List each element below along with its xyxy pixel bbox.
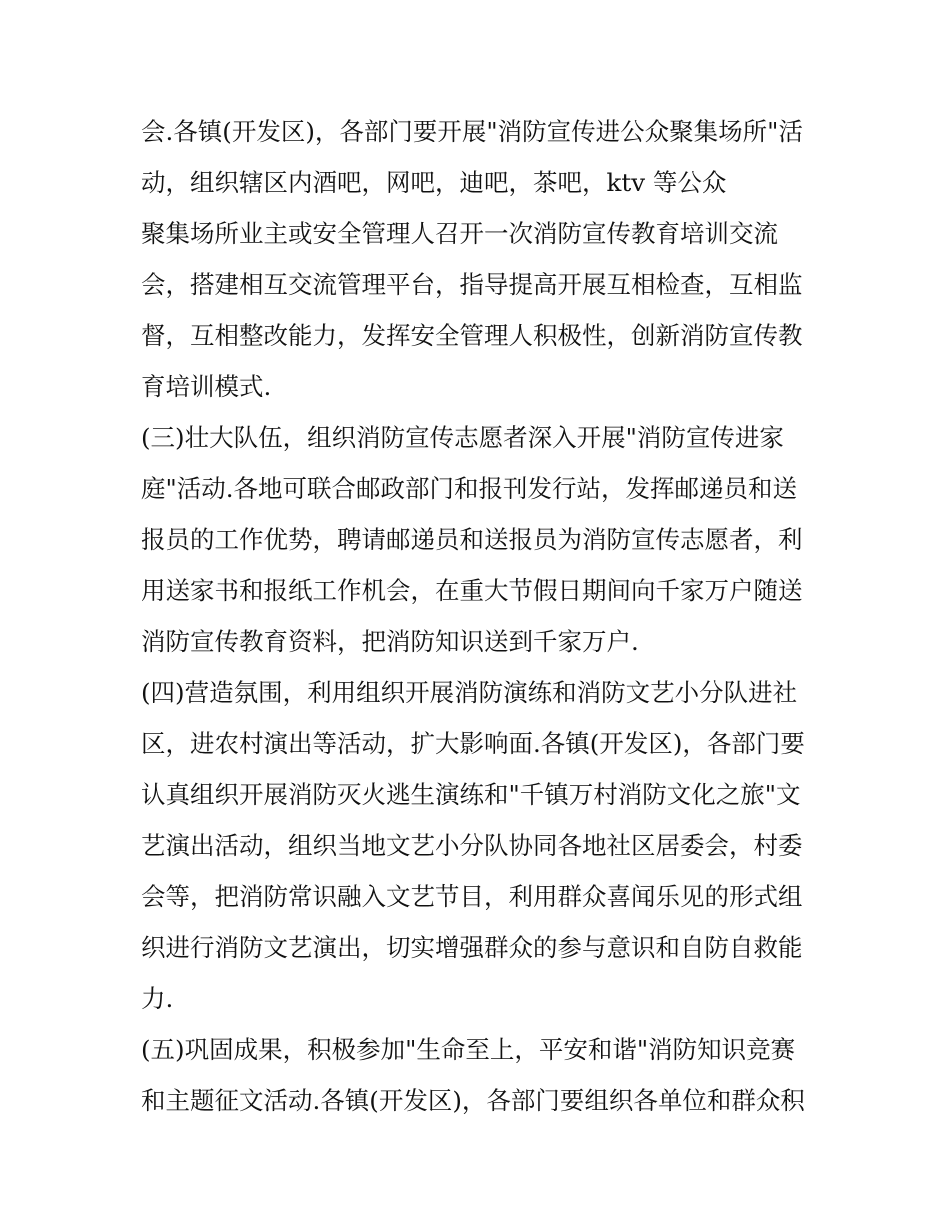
text-line: (四)营造氛围，利用组织开展消防演练和消防文艺小分队进社 xyxy=(141,678,798,707)
text-line: 消防宣传教育资料，把消防知识送到千家万户. xyxy=(141,627,639,656)
text-line: (五)巩固成果，积极参加"生命至上，平安和谐"消防知识竞赛 xyxy=(141,1035,796,1064)
text-line: 动，组织辖区内酒吧，网吧，迪吧，茶吧，ktv 等公众 xyxy=(141,168,727,197)
text-line: 会.各镇(开发区)，各部门要开展"消防宣传进公众聚集场所"活 xyxy=(141,117,803,146)
text-line: 聚集场所业主或安全管理人召开一次消防宣传教育培训交流 xyxy=(141,219,778,248)
text-line: 认真组织开展消防灭火逃生演练和"千镇万村消防文化之旅"文 xyxy=(141,780,801,809)
text-line: 会等，把消防常识融入文艺节目，利用群众喜闻乐见的形式组 xyxy=(141,882,803,911)
text-line: 用送家书和报纸工作机会，在重大节假日期间向千家万户随送 xyxy=(141,576,803,605)
text-line: 力. xyxy=(141,984,174,1013)
text-line: (三)壮大队伍，组织消防宣传志愿者深入开展"消防宣传进家 xyxy=(141,423,784,452)
text-line: 会，搭建相互交流管理平台，指导提高开展互相检查，互相监 xyxy=(141,270,803,299)
text-line: 织进行消防文艺演出，切实增强群众的参与意识和自防自救能 xyxy=(141,933,803,962)
text-line: 庭"活动.各地可联合邮政部门和报刊发行站，发挥邮递员和送 xyxy=(141,474,798,503)
text-line: 育培训模式. xyxy=(141,372,272,401)
text-line: 和主题征文活动.各镇(开发区)，各部门要组织各单位和群众积 xyxy=(141,1086,805,1115)
text-line: 督，互相整改能力，发挥安全管理人积极性，创新消防宣传教 xyxy=(141,321,803,350)
text-line: 艺演出活动，组织当地文艺小分队协同各地社区居委会，村委 xyxy=(141,831,803,860)
document-body xyxy=(141,106,821,1126)
text-line: 区，进农村演出等活动，扩大影响面.各镇(开发区)，各部门要 xyxy=(141,729,805,758)
text-line: 报员的工作优势，聘请邮递员和送报员为消防宣传志愿者，利 xyxy=(141,525,803,554)
